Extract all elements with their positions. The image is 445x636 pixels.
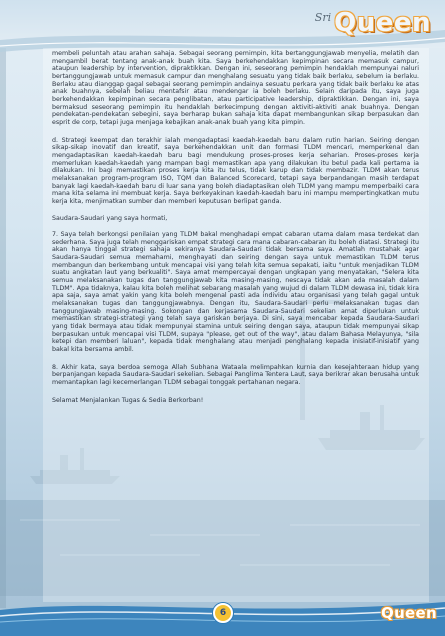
- queen-masthead-logo: [315, 4, 431, 38]
- page-number-badge: 6: [213, 603, 233, 623]
- salutation: Saudara-Saudari yang saya hormati,: [52, 215, 168, 223]
- header-bar: [0, 0, 445, 48]
- paragraph-strategy-d: d. Strategi keempat dan terakhir ialah mengadaptasi kaedah-kaedah baru dalam rutin harian. Seiring dengan sikap-sikap inovatif dan kreatif, saya berkehendakkan unit dan formasi TLDM mencari, memperkenal dan mengadaptasikan kaedah-kaedah baru bagi mendukung proses-proses kerja seharian. Proses-proses kerja memerlukan kaedah-kaedah yang mampan bagi memastikan apa yang dilakukan itu betul pada kali pertama ia dilakukan. Ini bagi memastikan proses kerja kita itu telus, tidak karup dan tidak membazir. TLDM akan terus melaksanakan program-program ISO, TQM dan Balanced Scorecard, tetapi saya berpandangan masih terdapat banyak lagi kaedah-kaedah baru di luar sana yang boleh diadaptasikan oleh TLDM yang mampu memperbaiki cara mana kita selama ini membuat kerja. Saya berkeyakinan kaedah-kaedah baru ini mampu mempertingkatkan mutu kerja kita, menjimatkan sumber dan memberi keputusan berlipat ganda.: [52, 136, 419, 205]
- masthead-logo-word: Queen: [334, 8, 431, 38]
- paragraph-7: 7. Saya telah berkongsi penilaian yang TLDM bakal menghadapi empat cabaran utama dalam masa terdekat dan sederhana. Saya juga telah menggariskan empat strategi cara mana cabaran-cabaran itu boleh diatasi. Strategi itu akan hanya tinggal strategi sahaja sekiranya Saudara-Saudari tidak bersama saya. Amatlah mustahak agar Saudara-Saudari semua memahami, menghayati dan seiring dengan saya untuk memastikan TLDM terus membangun dan berkembang untuk mencapai visi yang telah kita semua sepakati, iaitu "untuk menjadikan TLDM suatu angkatan laut yang berkualiti". Saya amat mempercayai dengan ungkapan yang menyatakan, "Selera kita semua melaksanakan tugas dan tanggungjawab kita masing-masing, nescaya tidak akan ada masalah dalam TLDM". Apa tidaknya, kalau kita boleh melihat sebarang masalah yang wujud di dalam TLDM dewasa ini, tidak kira apa saja, saya amat yakin yang kita boleh mengenal pasti ada individu atau organisasi yang telah gagal untuk melaksanakan tugas dan tanggungjawabnya. Dengan itu, Saudara-Saudari perlu melaksanakan tugas dan tanggungjawab masing-masing. Sokongan dan kerjasama Saudara-Saudari sekelian amat diperlukan untuk memastikan strategi-strategi yang telah saya gariskan berjaya. Di sini, saya mencabar kepada Saudara-Saudari yang tidak bermaya atau tidak mempunyai stamina untuk seiring dengan saya, ataupun tidak mempunyai sikap berpasukan untuk mencapai visi TLDM, supaya "please, get out of the way", atau dalam Bahasa Melayunya, "sila ketepi dan memberi laluan", kepada tidak menghalang atau menjadi penghalang kepada inisiatif-inisiatif yang bakal kita bersama ambil.: [52, 231, 419, 353]
- article-body: [52, 50, 419, 414]
- footer-queen-logo: Queen: [381, 604, 437, 622]
- paragraph-8: 8. Akhir kata, saya berdoa semoga Allah Subhana Wataala melimpahkan kurnia dan kesejahteraan hidup yang berpanjangan kepada Saudara-Saudari sekelian. Sebagai Panglima Tentera Laut, saya berikrar akan berusaha untuk memantapkan lagi kecemerlangan TLDM sebagai tonggak pertahanan negara.: [52, 363, 419, 386]
- closing-line: Selamat Menjalankan Tugas & Sedia Berkorban!: [52, 396, 204, 404]
- masthead-script-text: Sri: [314, 11, 332, 24]
- paragraph-intro: membeli peluntah atau arahan sahaja. Sebagai seorang pemimpin, kita bertanggungjawab menyelia, melatih dan mengambil berat tentang anak-anak buah kita. Saya berkehendakkan kepimpinan secara memasuk campur, ataupun leadership by intervention, dipraktikkan. Dengan ini, seseorang pemimpin hendaklah mempunyai naluri bertanggungjawab untuk memasuk campur dan menghalang sesuatu yang tidak baik berlaku, sebelum ia berlaku. Berlaku atau dianggap gagal sebagai seorang pemimpin andainya sesuatu perkara yang tidak baik berlaku ke atas anak buahnya, sebelah beliau mentafsir atau mendengar ia boleh berlaku. Selain daripada itu, saya juga berkehendakkan kepimpinan secara penglibatan, atau participative leadership, dipraktikkan. Dengan ini, saya bermaksud seseorang pemimpin itu hendaklah berkecimpung dengan aktiviti-aktiviti anak buahnya. Dengan pendekatan-pendekatan sebegini, saya berharap bukan sahaja kita dapat membangunkan sikap berpasukan dan esprit de corp, tetapi juga menjaga kebajikan anak-anak buah yang kita pimpin.: [52, 50, 419, 126]
